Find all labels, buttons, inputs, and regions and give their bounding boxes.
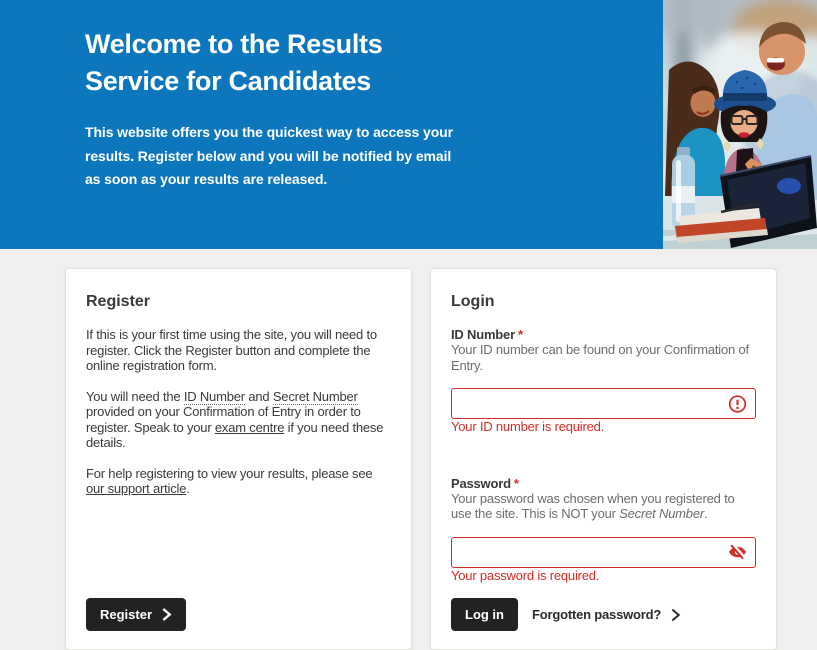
- support-article-link[interactable]: our support article: [86, 481, 187, 496]
- register-paragraph-1: If this is your first time using the site, you will need to register. Click the Register button and complete the online registration form.: [86, 327, 377, 373]
- intro-text: This website offers you the quickest way to access your results. Register below and you will be notified by email as soon as your results are released.: [85, 124, 453, 187]
- cards-row: [0, 249, 817, 650]
- password-input[interactable]: [451, 537, 756, 568]
- header-text-block: [85, 26, 485, 192]
- id-number-error: Your ID number is required.: [451, 419, 605, 434]
- password-input-wrap: [451, 537, 756, 568]
- register-paragraph-3: For help registering to view your results, please see our support article.: [86, 465, 373, 496]
- exam-centre-link[interactable]: exam centre: [214, 419, 285, 435]
- chevron-right-icon: [670, 608, 681, 622]
- id-number-input[interactable]: [451, 388, 756, 419]
- id-number-input-wrap: [451, 388, 756, 419]
- exclamation-circle-icon: [728, 394, 747, 413]
- eye-off-icon[interactable]: [728, 543, 747, 562]
- register-button[interactable]: Register: [86, 598, 186, 631]
- id-number-label: ID Number *: [451, 327, 523, 342]
- password-helper: Your password was chosen when you registered to use the site. This is NOT your Secret Number.: [451, 490, 735, 521]
- login-card-title: Login: [451, 293, 495, 310]
- header-banner: [0, 0, 817, 249]
- login-button[interactable]: Log in: [451, 598, 518, 631]
- id-number-field-group: [451, 327, 756, 450]
- page-title: [85, 26, 485, 100]
- password-field-group: [451, 476, 756, 599]
- page-title-line2: Service for Candidates: [85, 66, 372, 96]
- secret-number-italic: Secret Number: [619, 506, 704, 521]
- register-card-title: Register: [86, 293, 151, 310]
- required-asterisk: *: [517, 327, 523, 342]
- page-title-line1: Welcome to the Results: [85, 29, 383, 59]
- password-error: Your password is required.: [451, 567, 600, 583]
- login-card: [430, 268, 777, 650]
- register-paragraph-2: You will need the ID Number and Secret Number provided on your Confirmation of Entry in order to register. Speak to your exam centre if you need these details.: [86, 388, 384, 450]
- students-photo: [663, 0, 817, 249]
- chevron-right-icon: [161, 608, 172, 621]
- secret-number-term: Secret Number: [272, 388, 358, 404]
- required-asterisk: *: [513, 475, 519, 491]
- register-card: [65, 268, 412, 650]
- register-actions: [86, 598, 391, 631]
- id-number-term: ID Number: [183, 388, 245, 404]
- login-actions: [451, 598, 756, 631]
- password-label: Password *: [451, 475, 519, 491]
- id-number-helper: Your ID number can be found on your Confirmation of Entry.: [451, 342, 749, 373]
- students-photo-illustration: [663, 0, 817, 249]
- forgotten-password-link[interactable]: Forgotten password?: [532, 607, 681, 622]
